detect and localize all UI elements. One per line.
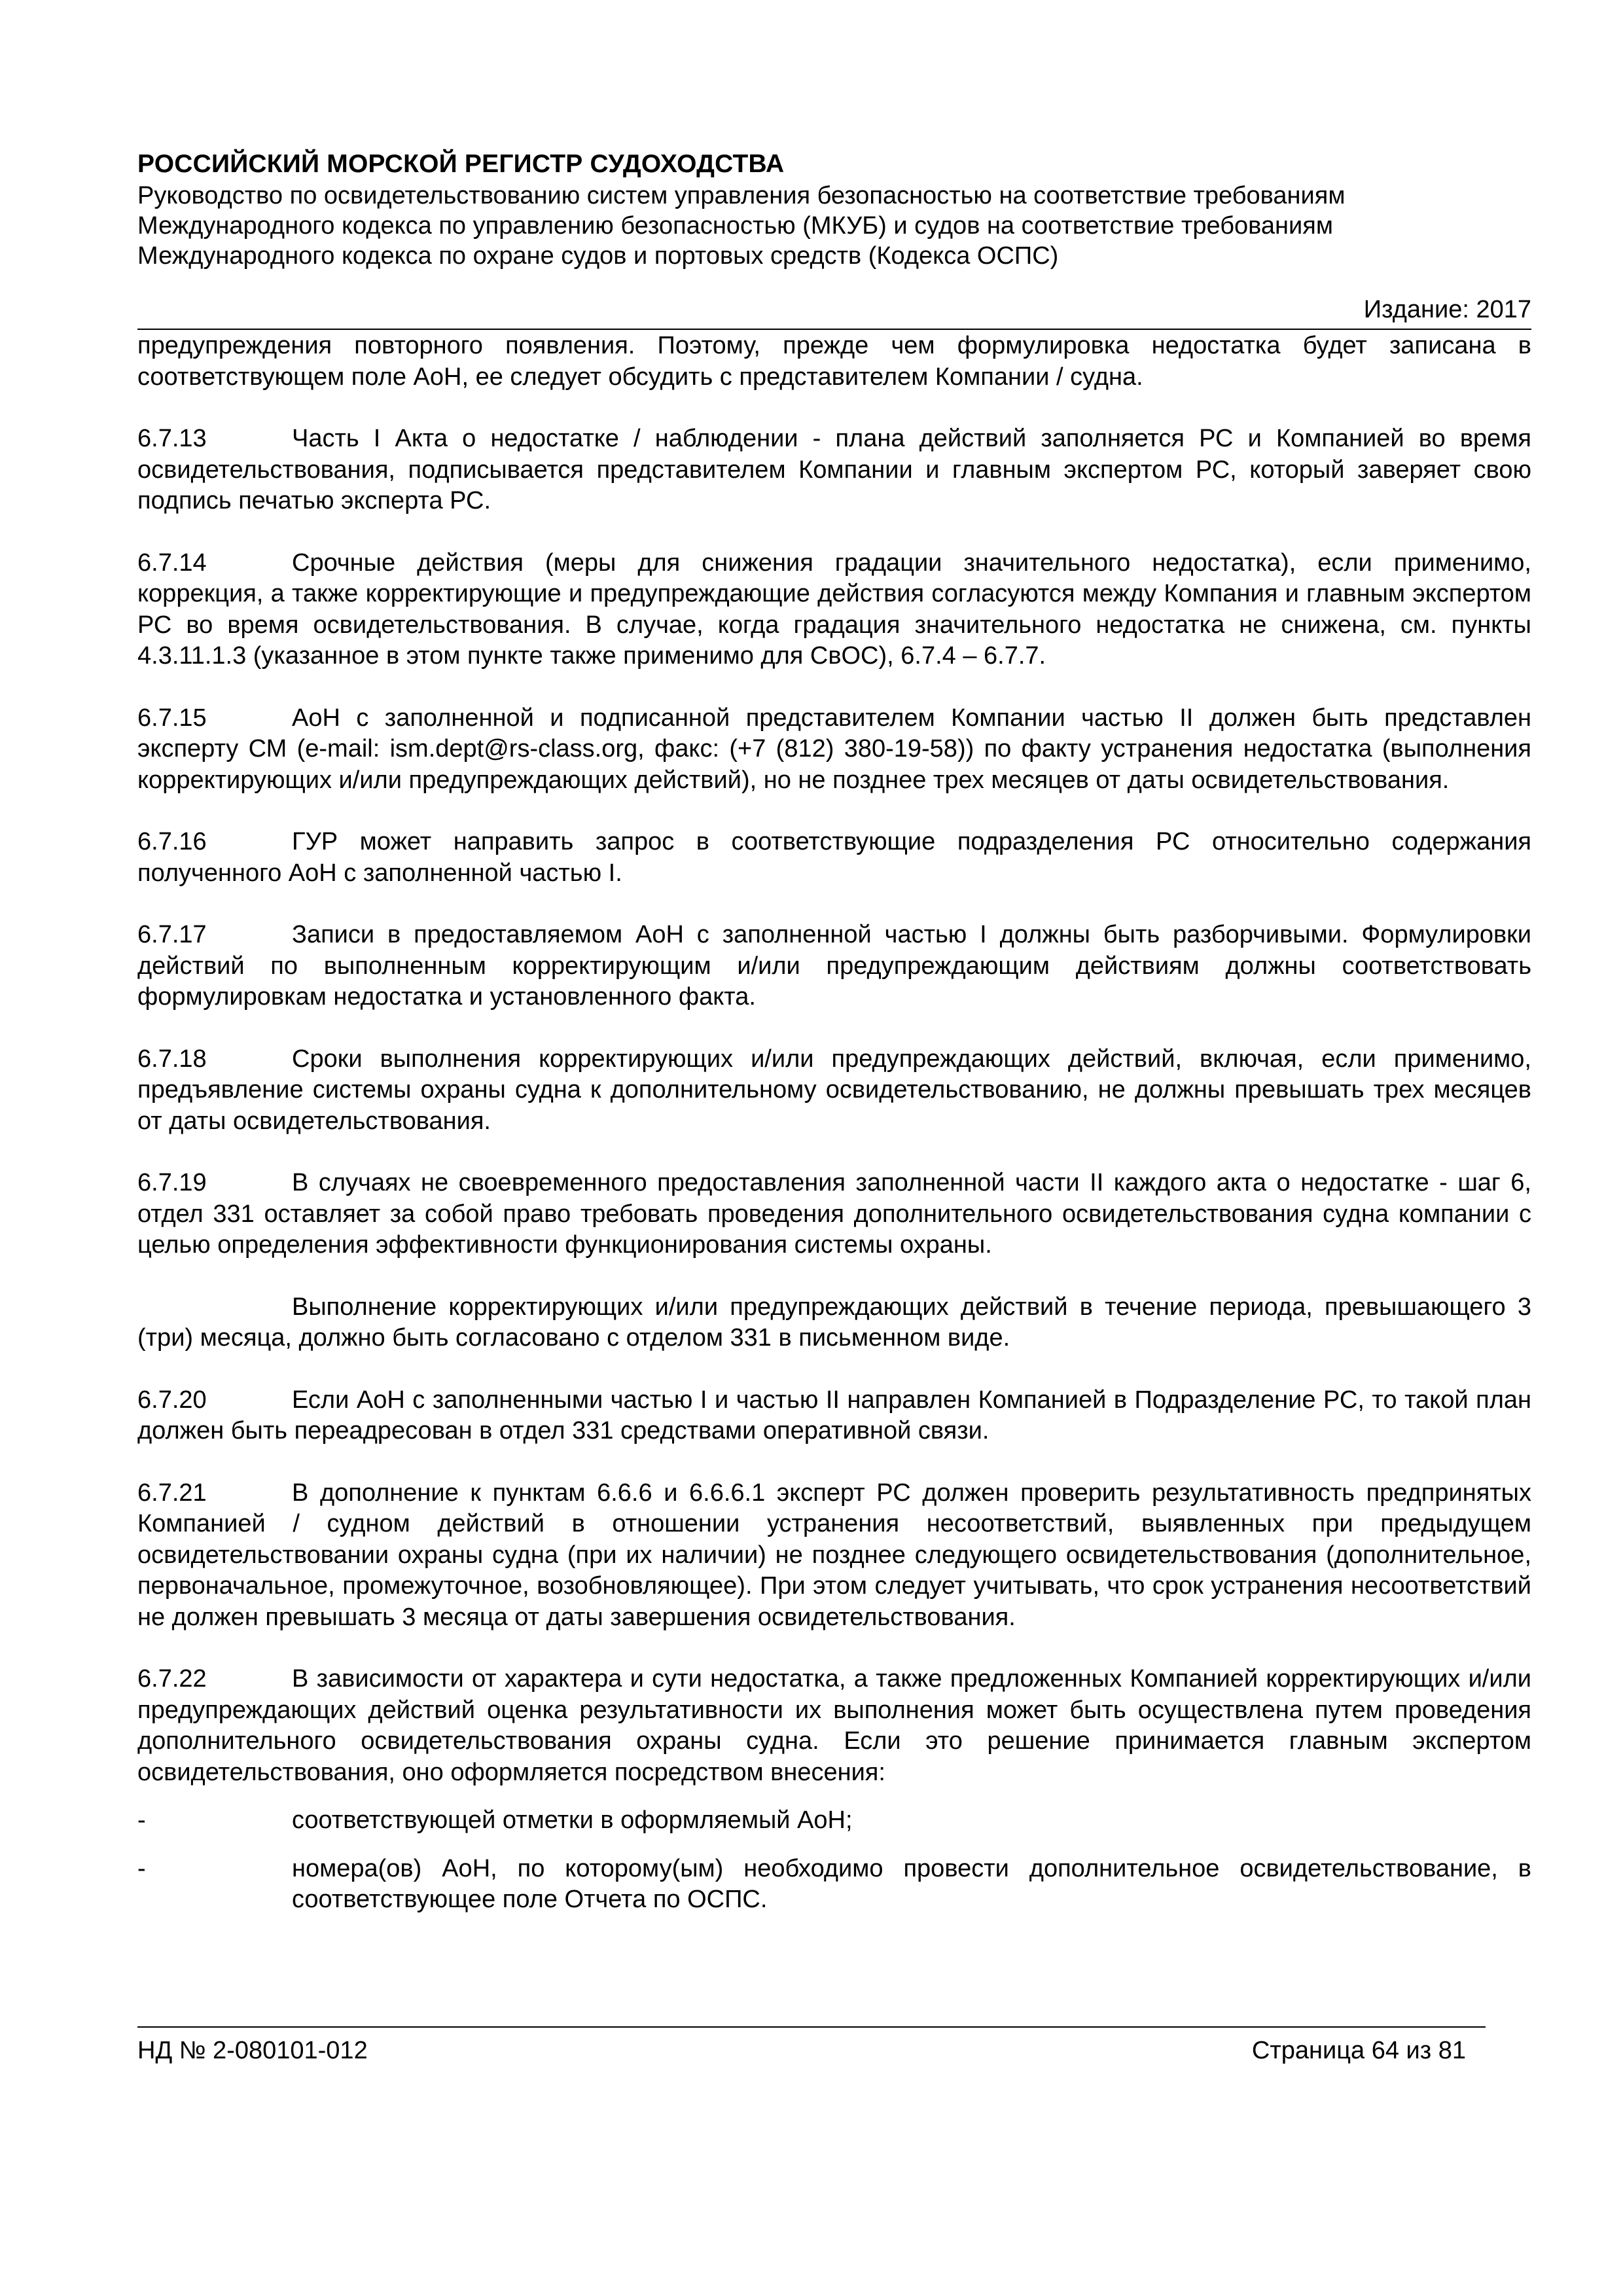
list-dash: - <box>137 1806 146 1834</box>
paragraph-number: 6.7.21 <box>137 1479 207 1507</box>
paragraph-text: Сроки выполнения корректирующих и/или предупреждающих действий, включая, если применимо, предъявление системы охраны судна к дополнительному освидетельствованию, не должны превышать трех месяцев от даты освидетельствования. <box>137 1045 1531 1135</box>
subtitle-line: Международного кодекса по управлению безопасностью (МКУБ) и судов на соответствие требованиям <box>137 212 1333 240</box>
list-item-text: номера(ов) АоН, по которому(ым) необходимо провести дополнительное освидетельствование, в соответствующее поле Отчета по ОСПС. <box>292 1854 1531 1913</box>
list-item-text: соответствующей отметки в оформляемый АоН; <box>292 1806 853 1834</box>
paragraph-6-7-16 <box>137 827 1531 889</box>
paragraph-6-7-14 <box>137 548 1531 672</box>
list-item <box>137 1805 1531 1837</box>
paragraph-text: Выполнение корректирующих и/или предупреждающих действий в течение периода, превышающего 3 (три) месяца, должно быть согласовано с отделом 331 в письменном виде. <box>137 1293 1531 1352</box>
paragraph-6-7-17 <box>137 920 1531 1013</box>
document-body <box>137 331 1531 1933</box>
paragraph-6-7-21 <box>137 1478 1531 1634</box>
paragraph-text: ГУР может направить запрос в соответствующие подразделения РС относительно содержания полученного АоН с заполненной частью I. <box>137 828 1531 887</box>
footer-divider <box>137 2026 1486 2028</box>
paragraph-number: 6.7.14 <box>137 548 207 577</box>
paragraph-6-7-22 <box>137 1664 1531 1788</box>
paragraph-6-7-19-continued <box>137 1292 1531 1354</box>
header-divider <box>137 329 1531 330</box>
paragraph-text: Часть I Акта о недостатке / наблюдении - плана действий заполняется РС и Компанией во время освидетельствования, подписывается представителем Компании и главным экспертом РС, который заверяет свою подпись печатью эксперта РС. <box>137 425 1531 514</box>
paragraph-text: Записи в предоставляемом АоН с заполненной частью I должны быть разборчивыми. Формулировки действий по выполненным корректирующим и/или предупреждающим действиям должны соответствовать формулировкам недостатка и установленного факта. <box>137 921 1531 1011</box>
paragraph-6-7-20 <box>137 1385 1531 1447</box>
document-number: НД № 2-080101-012 <box>137 2037 368 2064</box>
paragraph-text: В зависимости от характера и сути недостатка, а также предложенных Компанией корректирующих и/или предупреждающих действий оценка результативности их выполнения может быть осуществлена путем проведения дополнительного освидетельствования охраны судна. Если это решение принимается главным экспертом освидетельствования, оно оформляется посредством внесения: <box>137 1665 1531 1786</box>
paragraph-text: Срочные действия (меры для снижения градации значительного недостатка), если применимо, коррекция, а также корректирующие и предупреждающие действия согласуются между Компания и главным экспертом РС во время освидетельствования. В случае, когда градация значительного недостатка не снижена, см. пункты 4.3.11.1.3 (указанное в этом пункте также применимо для СвОС), 6.7.4 – 6.7.7. <box>137 548 1531 670</box>
paragraph-number: 6.7.16 <box>137 828 207 855</box>
paragraph-number: 6.7.13 <box>137 425 207 452</box>
paragraph-text: Если АоН с заполненными частью I и частью II направлен Компанией в Подразделение РС, то такой план должен быть переадресован в отдел 331 средствами оперативной связи. <box>137 1386 1531 1444</box>
organization-title: РОССИЙСКИЙ МОРСКОЙ РЕГИСТР СУДОХОДСТВА <box>137 150 785 178</box>
list-item <box>137 1854 1531 1916</box>
paragraph-number: 6.7.20 <box>137 1386 207 1414</box>
paragraph-6-7-15 <box>137 703 1531 797</box>
page-number: Страница 64 из 81 <box>1251 2037 1466 2064</box>
page-header <box>137 149 1531 271</box>
paragraph-continuation: предупреждения повторного появления. Поэтому, прежде чем формулировка недостатка будет записана в соответствующем поле АоН, ее следует обсудить с представителем Компании / судна. <box>137 332 1531 391</box>
subtitle-line: Руководство по освидетельствованию систем управления безопасностью на соответствие требованиям <box>137 182 1346 209</box>
subtitle-line: Международного кодекса по охране судов и портовых средств (Кодекса ОСПС) <box>137 242 1059 270</box>
paragraph-number: 6.7.15 <box>137 704 207 732</box>
edition-label: Издание: 2017 <box>1363 296 1531 323</box>
document-subtitle <box>137 181 1531 271</box>
paragraph-6-7-13 <box>137 423 1531 517</box>
paragraph-number: 6.7.19 <box>137 1169 207 1196</box>
paragraph-text: В случаях не своевременного предоставления заполненной части II каждого акта о недостатке - шаг 6, отдел 331 оставляет за собой право требовать проведения дополнительного освидетельствования судна компании с целью определения эффективности функционирования системы охраны. <box>137 1169 1531 1259</box>
paragraph-text: АоН с заполненной и подписанной представителем Компании частью II должен быть представлен эксперту СМ (e-mail: ism.dept@rs-class.org, факс: (+7 (812) 380-19-58)) по факту устранения недостатка (выполнения корректирующих и/или предупреждающих действий), но не позднее трех месяцев от даты освидетельствования. <box>137 704 1531 794</box>
paragraph-number: 6.7.22 <box>137 1665 207 1693</box>
paragraph-6-7-19 <box>137 1168 1531 1261</box>
list-dash: - <box>137 1854 146 1882</box>
paragraph-text: В дополнение к пунктам 6.6.6 и 6.6.6.1 эксперт РС должен проверить результативность предпринятых Компанией / судном действий в отношении устранения несоответствий, выявленных при предыдущем освидетельствовании охраны судна (при их наличии) не позднее следующего освидетельствования (дополнительное, первоначальное, промежуточное, возобновляющее). При этом следует учитывать, что срок устранения несоответствий не должен превышать 3 месяца от даты завершения освидетельствования. <box>137 1479 1531 1631</box>
paragraph-number: 6.7.17 <box>137 921 207 948</box>
paragraph-6-7-18 <box>137 1044 1531 1138</box>
paragraph-number: 6.7.18 <box>137 1045 207 1073</box>
